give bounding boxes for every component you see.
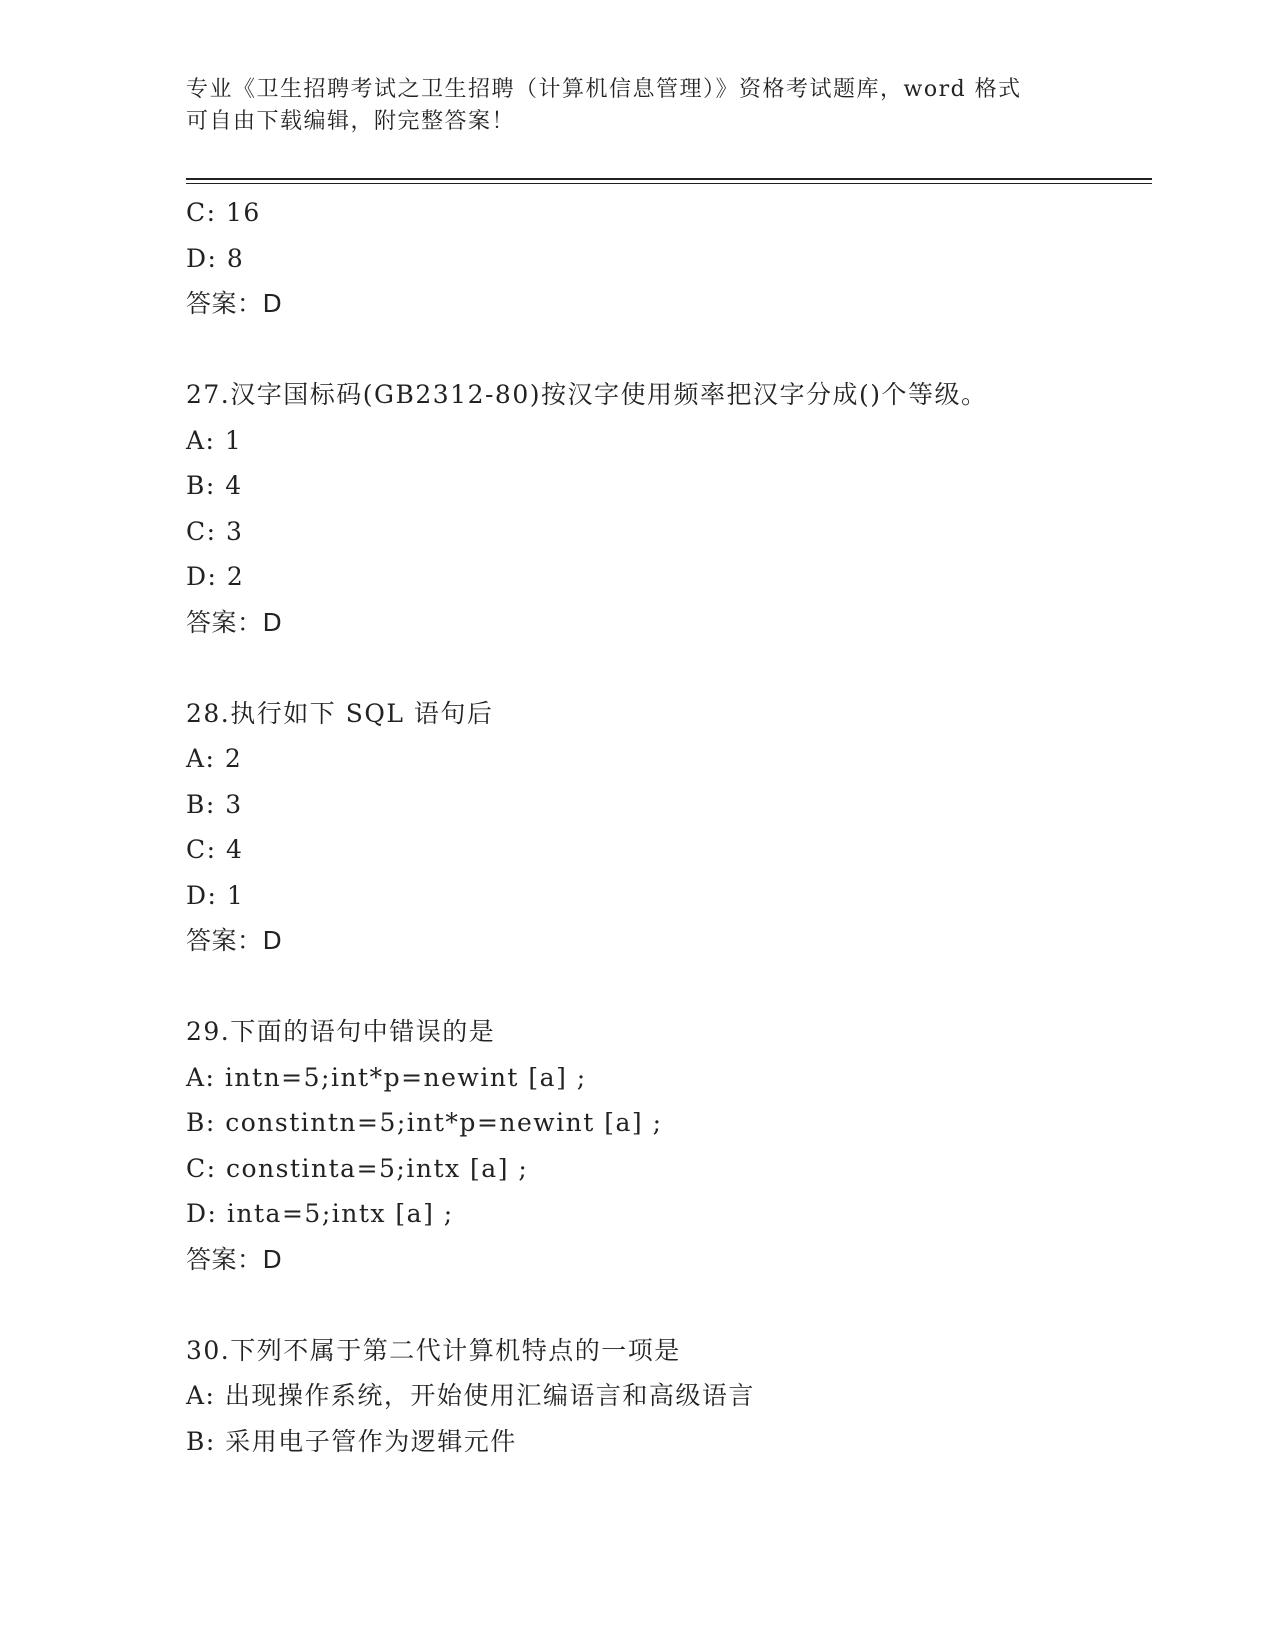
option-b: B: 3 <box>186 789 243 819</box>
spacer <box>186 645 1152 691</box>
option-b: B: 4 <box>186 471 243 500</box>
option-d: D: 8 <box>186 243 245 273</box>
document-header <box>186 74 1066 138</box>
question-block-previous <box>186 190 1152 327</box>
option-b: B: 采用电子管作为逻辑元件 <box>186 1426 517 1456</box>
option-a: A: 1 <box>186 425 243 455</box>
question-block-27 <box>186 372 1152 645</box>
option-a: A: 出现操作系统，开始使用汇编语言和高级语言 <box>186 1381 755 1410</box>
answer-line: 答案：D <box>186 926 283 955</box>
spacer <box>186 1282 1152 1328</box>
option-c: C: 16 <box>186 198 261 227</box>
question-stem: 30.下列不属于第二代计算机特点的一项是 <box>186 1335 681 1365</box>
header-title-line-2: 可自由下载编辑，附完整答案！ <box>186 109 516 134</box>
answer-line: 答案：D <box>186 607 283 637</box>
spacer <box>186 327 1152 373</box>
question-stem: 29.下面的语句中错误的是 <box>186 1017 496 1046</box>
option-c: C: 4 <box>186 835 244 864</box>
question-block-29 <box>186 1009 1152 1282</box>
option-a: A: intn=5;int*p=newint [a] ; <box>186 1062 587 1092</box>
option-a: A: 2 <box>186 744 243 773</box>
answer-line: 答案：D <box>186 1244 283 1274</box>
question-block-30 <box>186 1328 1152 1465</box>
option-b: B: constintn=5;int*p=newint [a] ; <box>186 1108 663 1137</box>
header-title-line-1: 专业《卫生招聘考试之卫生招聘（计算机信息管理）》资格考试题库，word 格式 <box>186 77 1022 102</box>
header-divider-thick <box>186 178 1152 180</box>
question-list <box>186 190 1152 1464</box>
header-divider-thin <box>186 183 1152 184</box>
question-stem: 28.执行如下 SQL 语句后 <box>186 698 494 728</box>
spacer <box>186 964 1152 1010</box>
option-c: C: constinta=5;intx [a] ; <box>186 1153 529 1183</box>
option-d: D: inta=5;intx [a] ; <box>186 1199 454 1228</box>
option-d: D: 2 <box>186 562 245 591</box>
option-d: D: 1 <box>186 880 245 910</box>
question-block-28 <box>186 691 1152 964</box>
option-c: C: 3 <box>186 516 244 546</box>
question-stem: 27.汉字国标码(GB2312-80)按汉字使用频率把汉字分成()个等级。 <box>186 380 988 409</box>
answer-line: 答案：D <box>186 289 283 318</box>
